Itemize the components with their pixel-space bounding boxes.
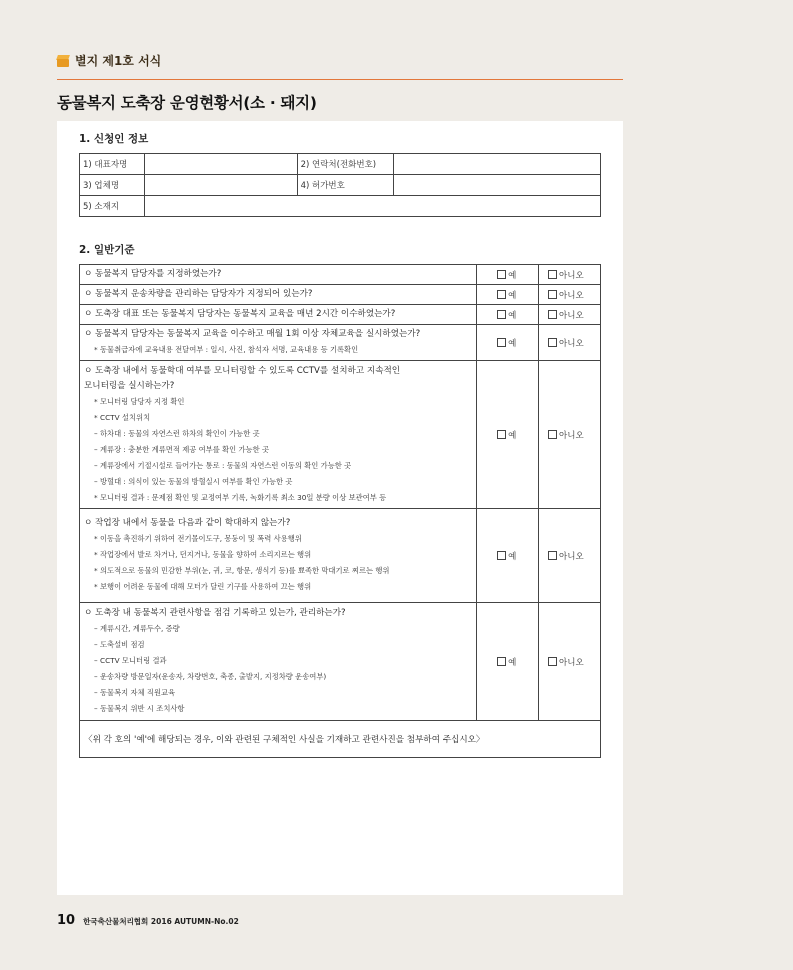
yes-checkbox[interactable] bbox=[497, 338, 506, 347]
criteria-sub-item: – 동물복지 자체 직원교육 bbox=[94, 688, 176, 697]
no-label: 아니오 bbox=[559, 290, 584, 301]
label-cell: 2) 연락처(전화번호) bbox=[297, 154, 394, 175]
table-row bbox=[80, 154, 601, 175]
yes-checkbox[interactable] bbox=[497, 310, 506, 319]
no-checkbox[interactable] bbox=[548, 657, 557, 666]
criteria-row bbox=[80, 285, 601, 305]
criteria-row bbox=[80, 509, 601, 603]
contact-field[interactable] bbox=[394, 154, 601, 175]
yes-label: 예 bbox=[508, 657, 517, 668]
yes-label: 예 bbox=[508, 430, 517, 441]
criteria-question: ㅇ 동물복지 담당자를 지정하였는가? bbox=[84, 269, 222, 279]
criteria-sub-item: – 동물복지 위반 시 조치사항 bbox=[94, 704, 185, 713]
yes-checkbox[interactable] bbox=[497, 657, 506, 666]
criteria-sub-item: * 모니터링 담당자 지정 확인 bbox=[94, 396, 185, 406]
label-cell: 3) 업체명 bbox=[80, 175, 145, 196]
page-footer bbox=[57, 913, 239, 928]
label-cell: 5) 소재지 bbox=[80, 196, 145, 217]
yes-label: 예 bbox=[508, 290, 517, 301]
criteria-question: ㅇ 동물복지 운송차량을 관리하는 담당자가 지정되어 있는가? bbox=[84, 289, 313, 299]
form-label-text: 별지 제1호 서식 bbox=[75, 54, 162, 68]
criteria-sub-item: * 이동을 촉진하기 위하여 전기몰이도구, 몽둥이 및 폭력 사용행위 bbox=[94, 534, 302, 543]
criteria-question-cell bbox=[80, 285, 477, 305]
criteria-sub-item: * 동물취급자에 교육내용 전달여부 : 일시, 사진, 참석자 서명, 교육내용 등 기록확인 bbox=[94, 345, 359, 354]
box-icon bbox=[57, 55, 69, 67]
no-label: 아니오 bbox=[559, 270, 584, 281]
criteria-sub-item: * 의도적으로 동물의 민감한 부위(눈, 귀, 코, 항문, 생식기 등)를 뾰족한 막대기로 찌르는 행위 bbox=[94, 566, 390, 575]
criteria-question: ㅇ 동물복지 담당자는 동물복지 교육을 이수하고 매월 1회 이상 자체교육을 실시하였는가? bbox=[84, 329, 421, 339]
yes-option-cell bbox=[477, 265, 539, 285]
section1-title: 1. 신청인 정보 bbox=[79, 133, 149, 145]
yes-label: 예 bbox=[508, 270, 517, 281]
criteria-sub-item: – 방혈대 : 의식이 있는 동물의 방혈실시 여부를 확인 가능한 곳 bbox=[94, 476, 293, 486]
criteria-question: 모니터링을 실시하는가? bbox=[84, 380, 175, 391]
document-title: 동물복지 도축장 운영현황서(소 · 돼지) bbox=[57, 94, 317, 112]
license-number-field[interactable] bbox=[394, 175, 601, 196]
criteria-sub-item: * 작업장에서 발로 차거나, 던지거나, 동물을 향하여 소리지르는 행위 bbox=[94, 550, 312, 559]
no-option-cell bbox=[539, 305, 601, 325]
no-label: 아니오 bbox=[559, 430, 584, 441]
yes-option-cell bbox=[477, 361, 539, 509]
attachment-note: 〈위 각 호의 '예'에 해당되는 경우, 이와 관련된 구체적인 사실을 기재하고 관련사진을 첨부하여 주십시오〉 bbox=[80, 721, 601, 758]
publication-info: 한국축산물처리협회 2016 AUTUMN-No.02 bbox=[83, 917, 239, 926]
criteria-question-cell bbox=[80, 509, 477, 603]
criteria-sub-item: – 계류장 : 충분한 계류면적 제공 여부를 확인 가능한 곳 bbox=[94, 444, 270, 454]
yes-option-cell bbox=[477, 603, 539, 721]
section2-title: 2. 일반기준 bbox=[79, 244, 135, 256]
no-option-cell bbox=[539, 325, 601, 361]
page-number: 10 bbox=[57, 913, 76, 928]
yes-label: 예 bbox=[508, 551, 517, 562]
yes-checkbox[interactable] bbox=[497, 551, 506, 560]
criteria-row bbox=[80, 325, 601, 361]
yes-checkbox[interactable] bbox=[497, 430, 506, 439]
criteria-sub-item: * 보행이 어려운 동물에 대해 모터가 달린 기구를 사용하여 끄는 행위 bbox=[94, 582, 312, 591]
criteria-sub-item: – 계류시간, 계류두수, 증량 bbox=[94, 624, 180, 633]
criteria-footer-row bbox=[80, 721, 601, 758]
criteria-row bbox=[80, 305, 601, 325]
no-checkbox[interactable] bbox=[548, 338, 557, 347]
no-label: 아니오 bbox=[559, 657, 584, 668]
criteria-question: ㅇ 도축장 내 동물복지 관련사항을 점검 기록하고 있는가, 관리하는가? bbox=[84, 608, 346, 618]
general-criteria-table bbox=[79, 264, 601, 758]
yes-option-cell bbox=[477, 285, 539, 305]
label-cell: 1) 대표자명 bbox=[80, 154, 145, 175]
criteria-sub-item: * CCTV 설치위치 bbox=[94, 412, 151, 422]
no-checkbox[interactable] bbox=[548, 270, 557, 279]
no-checkbox[interactable] bbox=[548, 290, 557, 299]
yes-checkbox[interactable] bbox=[497, 290, 506, 299]
criteria-sub-item: * 모니터링 결과 : 문제점 확인 및 교정여부 기록, 녹화기록 최소 30일 분량 이상 보관여부 등 bbox=[94, 492, 387, 502]
applicant-info-table bbox=[79, 153, 601, 217]
address-field[interactable] bbox=[144, 196, 600, 217]
criteria-sub-item: – 도축설비 점검 bbox=[94, 640, 145, 649]
table-row bbox=[80, 175, 601, 196]
criteria-sub-item: – 계류장에서 기절시설로 들어가는 통로 : 동물의 자연스런 이동의 확인 가능한 곳 bbox=[94, 460, 352, 470]
header-divider bbox=[57, 79, 623, 80]
criteria-row bbox=[80, 603, 601, 721]
no-option-cell bbox=[539, 509, 601, 603]
no-option-cell bbox=[539, 285, 601, 305]
yes-checkbox[interactable] bbox=[497, 270, 506, 279]
criteria-sub-item: – 운송차량 방문일자(운송자, 차량번호, 축종, 출발지, 지정차량 운송여부) bbox=[94, 672, 327, 681]
criteria-question-cell bbox=[80, 603, 477, 721]
criteria-question: ㅇ 작업장 내에서 동물을 다음과 같이 학대하지 않는가? bbox=[84, 518, 291, 528]
criteria-question: ㅇ 도축장 내에서 동물학대 여부를 모니터링할 수 있도록 CCTV를 설치하고 지속적인 bbox=[84, 365, 401, 376]
no-option-cell bbox=[539, 265, 601, 285]
no-option-cell bbox=[539, 361, 601, 509]
criteria-row bbox=[80, 361, 601, 509]
criteria-question-cell bbox=[80, 265, 477, 285]
criteria-question-cell bbox=[80, 361, 477, 509]
criteria-sub-item: – CCTV 모니터링 결과 bbox=[94, 656, 167, 665]
yes-label: 예 bbox=[508, 310, 517, 321]
yes-label: 예 bbox=[508, 338, 517, 349]
no-label: 아니오 bbox=[559, 310, 584, 321]
criteria-question-cell bbox=[80, 305, 477, 325]
form-label bbox=[57, 52, 161, 69]
criteria-row bbox=[80, 265, 601, 285]
label-cell: 4) 허가번호 bbox=[297, 175, 394, 196]
company-name-field[interactable] bbox=[144, 175, 297, 196]
no-checkbox[interactable] bbox=[548, 310, 557, 319]
no-label: 아니오 bbox=[559, 338, 584, 349]
no-checkbox[interactable] bbox=[548, 551, 557, 560]
criteria-question-cell bbox=[80, 325, 477, 361]
representative-name-field[interactable] bbox=[144, 154, 297, 175]
yes-option-cell bbox=[477, 325, 539, 361]
criteria-sub-item: – 하차대 : 동물의 자연스런 하차의 확인이 가능한 곳 bbox=[94, 428, 260, 438]
yes-option-cell bbox=[477, 305, 539, 325]
yes-option-cell bbox=[477, 509, 539, 603]
criteria-question: ㅇ 도축장 대표 또는 동물복지 담당자는 동물복지 교육을 매년 2시간 이수하였는가? bbox=[84, 309, 396, 319]
no-checkbox[interactable] bbox=[548, 430, 557, 439]
no-label: 아니오 bbox=[559, 551, 584, 562]
no-option-cell bbox=[539, 603, 601, 721]
table-row bbox=[80, 196, 601, 217]
